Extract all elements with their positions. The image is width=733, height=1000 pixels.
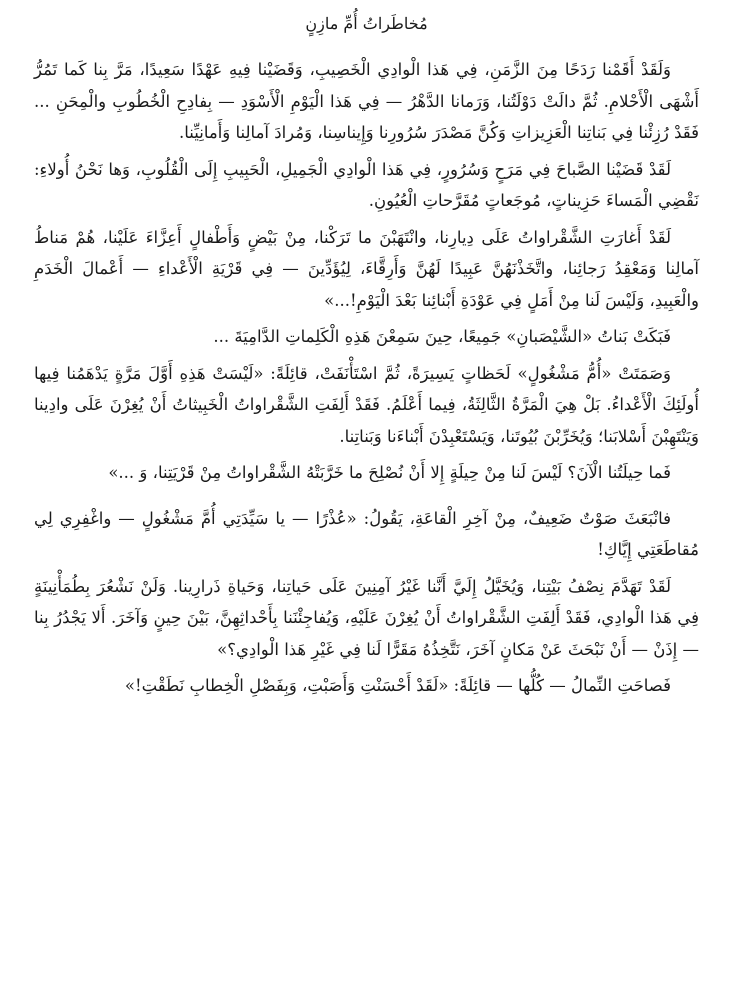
- paragraph-9: فَصاحَتِ النِّمالُ — كُلُّها — قائِلَةً: «لَقَدْ أَحْسَنْتِ وَأَصَبْتِ، وَبِفَصْلِ الْخِطابِ نَطَقْتِ!»: [124, 676, 671, 695]
- paragraph-2: لَقَدْ قَضَيْنا الصَّباحَ فِي مَرَحٍ وَسُرُورٍ، فِي هَذا الْوادِي الْجَمِيلِ، الْحَبِيبِ إِلَى الْقُلُوبِ، وَها نَحْنُ أُولاءِ: نَقْضِي الْمَساءَ حَزِيناتٍ، مُوجَعاتٍ مُقَرَّحاتِ الْعُيُونِ.: [34, 159, 699, 210]
- paragraph-8: لَقَدْ تَهَدَّمَ نِصْفُ بَيْتِنا، وَيُخَيَّلُ إِلَيَّ أَنَّنا غَيْرُ آمِنِينَ عَلَى حَياتِنا، وَحَياةِ ذَرارِينا. وَلَنْ نَشْعُرَ بِطُمَأْنِينَةٍ فِي هَذا الْوادِي، فَقَدْ أَلِفَتِ الشَّقْراواتُ أَنْ يُغِرْنَ عَلَيْهِ، وَيُفاجِئْنَنا بِأَحْداثِهِنَّ، بَيْنَ حِينٍ وَآخَرَ. أَلا يَجْدُرُ بِنا — إِذَنْ — أَنْ نَبْحَثَ عَنْ مَكانٍ آخَرَ، نَتَّخِذُهُ مَقَرًّا لَنا فِي غَيْرِ هَذا الْوادِي؟»: [34, 576, 699, 659]
- paragraph-4: فَبَكَتْ بَناتُ «الشَّيْصَبانِ» جَمِيعًا، حِينَ سَمِعْنَ هَذِهِ الْكَلِماتِ الدَّامِيَةَ ...: [213, 327, 671, 346]
- paragraph-3: لَقَدْ أَغارَتِ الشَّقْراواتُ عَلَى دِيارِنا، وانْتَهَبْنَ ما تَرَكْنا، مِنْ بَيْضٍ وَأَطْفالٍ أَعِزَّاءَ عَلَيْنا، هُمْ مَناطُ آمالِنا وَمَعْقِدُ رَجائِنا، واتَّخَذْنَهُنَّ عَبِيدًا لَهُنَّ وَأَرِقَّاءَ، لِيُؤَدِّينَ — فِي قَرْيَةِ الْأَعْداءِ — أَعْمالَ الْخَدَمِ والْعَبِيدِ، وَلَيْسَ لَنا مِنْ أَمَلٍ فِي عَوْدَةِ أَبْنائِنا بَعْدَ الْيَوْمِ!...»: [34, 227, 699, 310]
- paragraph-7: فانْبَعَثَ صَوْتٌ ضَعِيفٌ، مِنْ آخِرِ الْقاعَةِ، يَقُولُ: «عُذْرًا — يا سَيِّدَتِي أُمَّ مَشْغُولٍ — واغْفِرِي لِي مُقاطَعَتِي إِيَّاكِ!: [34, 508, 699, 559]
- paragraph-1: وَلَقَدْ أَقَمْنا رَدَحًا مِنَ الزَّمَنِ، فِي هَذا الْوادِي الْخَصِيبِ، وَقَضَيْنا فِيهِ عَهْدًا سَعِيدًا، مَرَّ بِنا كَما تَمُرُّ أَشْهَى الْأَحْلامِ. ثُمَّ دالَتْ دَوْلَتُنا، وَرَمانا الدَّهْرُ — فِي هَذا الْيَوْمِ الْأَسْوَدِ — بِفادِحِ الْخُطُوبِ والْمِحَنِ ... فَقَدْ رُزِئْنا فِي بَناتِنا الْعَزِيزاتِ وَكُنَّ مَصْدَرَ سُرُورِنا وَإِيناسِنا، وَمُرادَ آمالِنا وَأَمانِيِّنا.: [34, 60, 699, 142]
- paragraph-5: وَصَمَتَتْ «أُمُّ مَشْغُولٍ» لَحَظاتٍ يَسِيرَةً، ثُمَّ اسْتَأْنَفَتْ، قائِلَةً: «لَيْسَتْ هَذِهِ أَوَّلَ مَرَّةٍ يَدْهَمُنا فِيها أُولَئِكَ الْأَعْداءُ. بَلْ هِيَ الْمَرَّةُ الثَّالِثَةُ، فِيما أَعْلَمُ. فَقَدْ أَلِفَتِ الشَّقْراواتُ الْخَبِيثاتُ أَنْ يُغِرْنَ عَلَى وادِينا وَيَنْتَهِبْنَ أَسْلابَنا؛ وَيُخَرِّبْنَ بُيُوتَنا، وَيَسْتَعْبِدْنَ أَبْناءَنا وَبَناتِنا.: [34, 363, 699, 446]
- paragraph-6: فَما حِيلَتُنا الْآنَ؟ لَيْسَ لَنا مِنْ حِيلَةٍ إِلا أَنْ نُصْلِحَ ما خَرَّبَتْهُ الشَّقْراواتُ مِنْ قَرْيَتِنا، وَ ...»: [108, 463, 671, 482]
- page-title: مُخاطَراتُ أُمِّ مازِنٍ: [305, 14, 428, 33]
